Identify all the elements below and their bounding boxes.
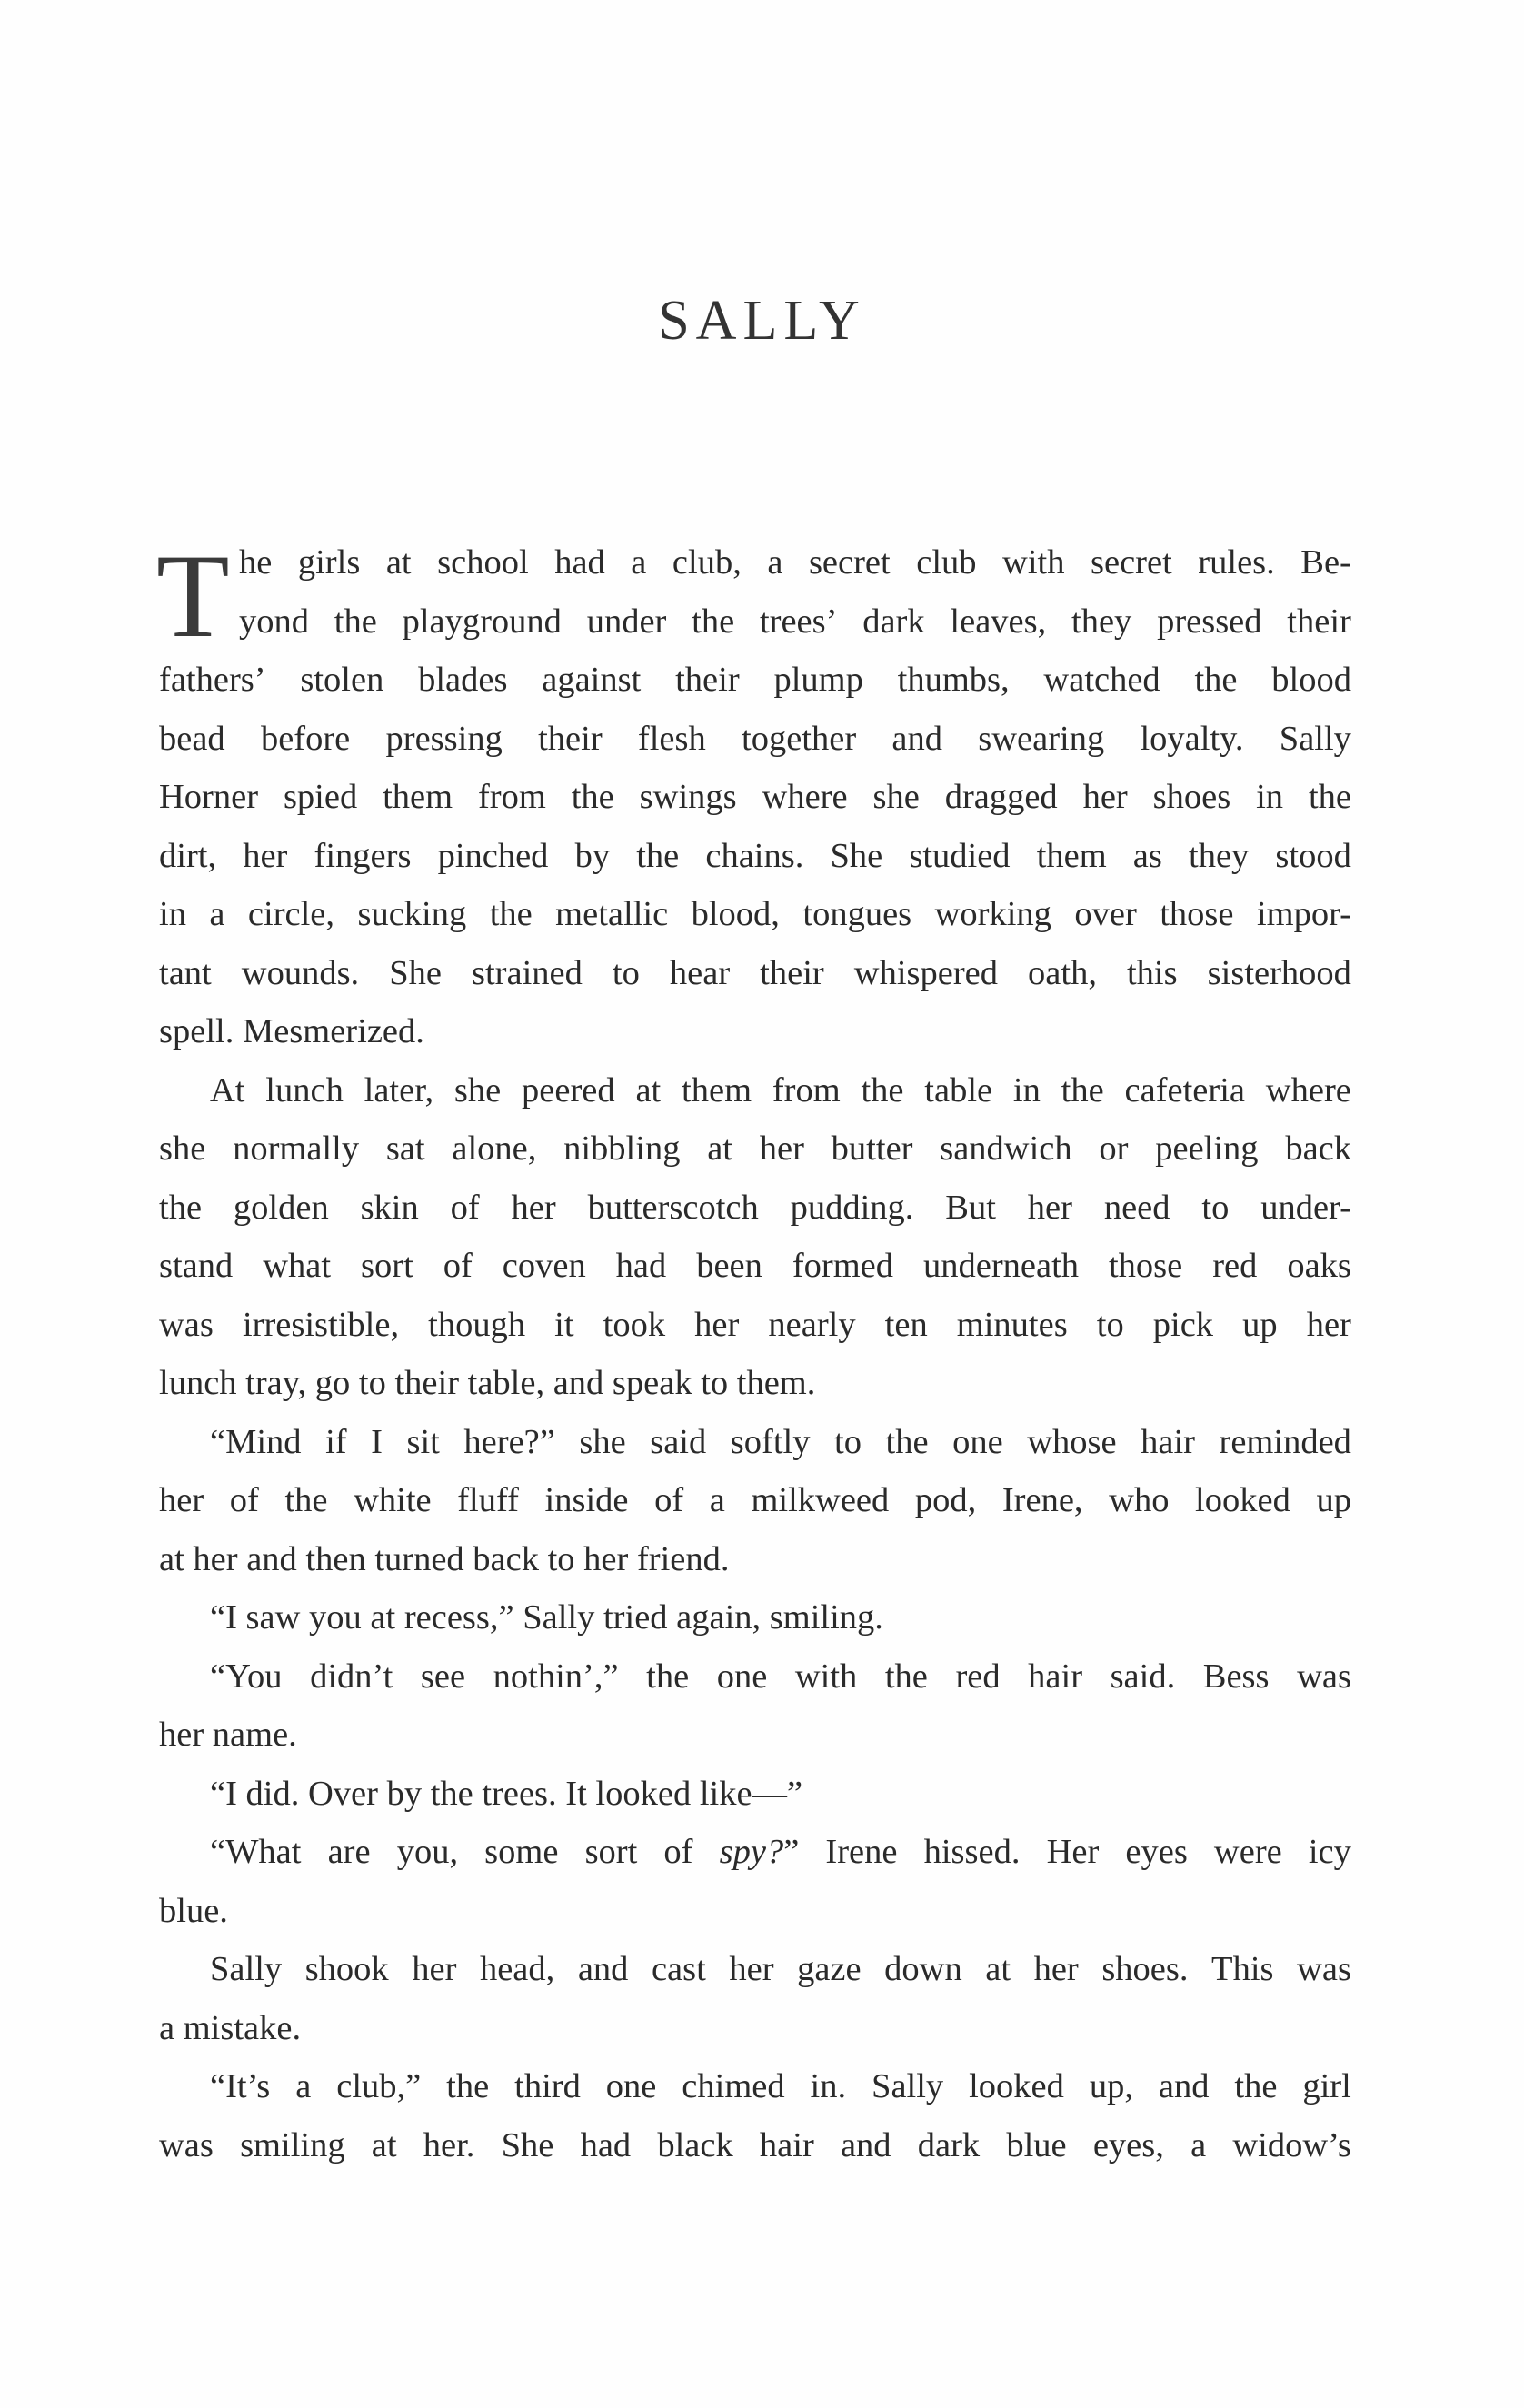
- text-line: her of the white fluff inside of a milkweed pod, Irene, who looked up: [159, 1481, 1351, 1519]
- text-line: “It’s a club,” the third one chimed in. Sally looked up, and the girl: [210, 2067, 1351, 2105]
- text-line: yond the playground under the trees’ dark leaves, they pressed their: [239, 602, 1351, 641]
- chapter-title: SALLY: [658, 290, 866, 352]
- drop-cap: T: [156, 529, 230, 662]
- text-line: bead before pressing their flesh together and swearing loyalty. Sally: [159, 719, 1351, 758]
- text-line: “I did. Over by the trees. It looked like—”: [210, 1774, 803, 1813]
- text-line: stand what sort of coven had been formed underneath those red oaks: [159, 1247, 1351, 1285]
- text-line: blue.: [159, 1891, 228, 1930]
- text-line: at her and then turned back to her friend.: [159, 1539, 730, 1578]
- text-line: “I saw you at recess,” Sally tried again, smiling.: [210, 1598, 883, 1637]
- text-line: was irresistible, though it took her nearly ten minutes to pick up her: [159, 1305, 1351, 1344]
- body-text: [159, 533, 1351, 2174]
- text-line: At lunch later, she peered at them from the table in the cafeteria where: [210, 1070, 1351, 1109]
- text-line: her name.: [159, 1716, 297, 1754]
- text-line: he girls at school had a club, a secret club with secret rules. Be-: [239, 543, 1351, 582]
- text-line: in a circle, sucking the metallic blood, tongues working over those impor-: [159, 895, 1351, 933]
- text-line: dirt, her fingers pinched by the chains. She studied them as they stood: [159, 836, 1351, 875]
- text-line: Sally shook her head, and cast her gaze down at her shoes. This was: [210, 1950, 1351, 1988]
- text-line: fathers’ stolen blades against their plump thumbs, watched the blood: [159, 661, 1351, 699]
- text-line: spell. Mesmerized.: [159, 1012, 424, 1050]
- text-line: a mistake.: [159, 2008, 302, 2047]
- text-line: “What are you, some sort of spy?” Irene hissed. Her eyes were icy: [210, 1833, 1351, 1871]
- text-line: tant wounds. She strained to hear their whispered oath, this sisterhood: [159, 953, 1351, 992]
- text-line: was smiling at her. She had black hair and dark blue eyes, a widow’s: [159, 2125, 1351, 2164]
- text-line: she normally sat alone, nibbling at her butter sandwich or peeling back: [159, 1129, 1351, 1168]
- text-line: the golden skin of her butterscotch pudding. But her need to under-: [159, 1188, 1351, 1227]
- text-line: lunch tray, go to their table, and speak to them.: [159, 1364, 816, 1402]
- text-line: “You didn’t see nothin’,” the one with the red hair said. Bess was: [210, 1657, 1351, 1696]
- text-line: Horner spied them from the swings where she dragged her shoes in the: [159, 778, 1351, 816]
- text-line: “Mind if I sit here?” she said softly to the one whose hair reminded: [210, 1422, 1351, 1461]
